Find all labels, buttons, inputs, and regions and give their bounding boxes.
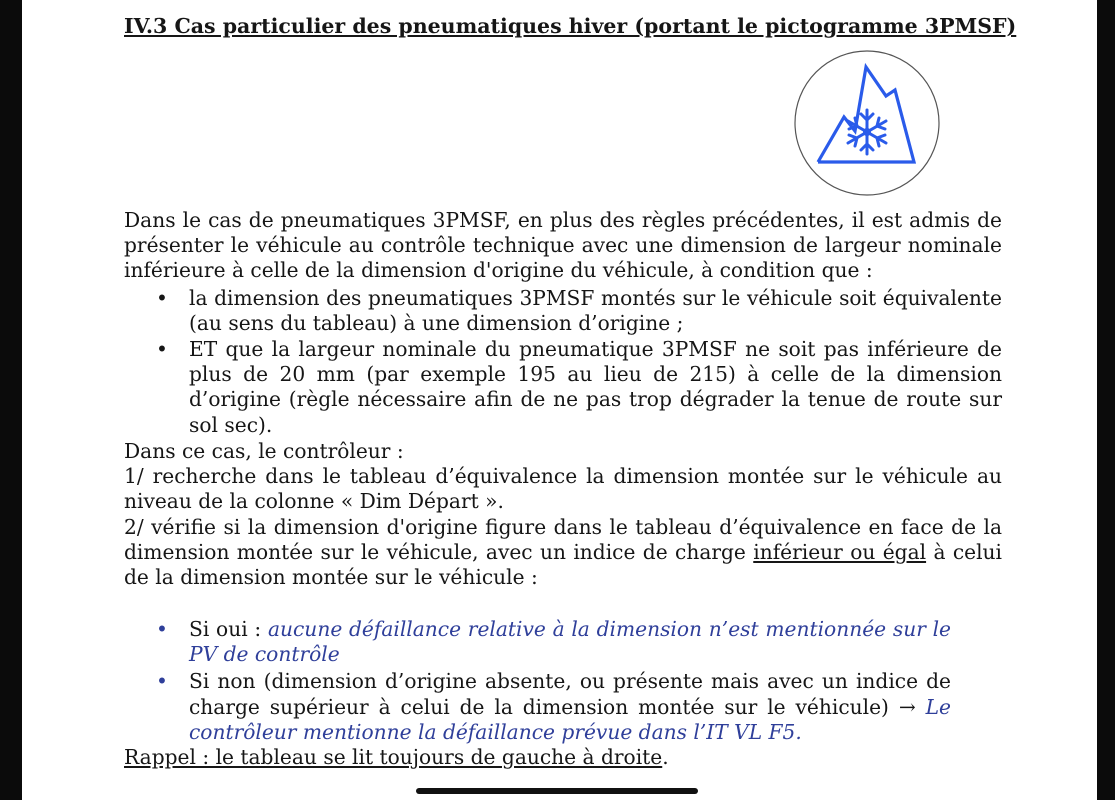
step-2 bbox=[124, 515, 1002, 591]
reminder-end: . bbox=[662, 745, 669, 769]
section-heading: IV.3 Cas particulier des pneumatiques hiver (portant le pictogramme 3PMSF) bbox=[124, 14, 1017, 38]
list-item bbox=[124, 669, 951, 745]
reminder bbox=[124, 745, 1002, 770]
mountain-snowflake-icon bbox=[794, 50, 940, 196]
no-result: Le contrôleur mentionne la défaillance prévue dans l’IT VL F5. bbox=[189, 694, 951, 744]
controller-intro: Dans ce cas, le contrôleur : bbox=[124, 439, 404, 463]
load-index-condition: inférieur ou égal bbox=[753, 539, 927, 564]
condition-text: ET que la largeur nominale du pneumatique 3PMSF ne soit pas inférieure de plus de 20 mm (par exemple 195 au lieu de 215) à celle de la dimension d’origine (règle nécessaire afin de ne pas trop dégrader la tenue de route sur sol sec). bbox=[189, 336, 1002, 437]
bullet: • bbox=[156, 286, 168, 310]
condition-text: la dimension des pneumatiques 3PMSF montés sur le véhicule soit équivalente (au sens du tableau) à une dimension d’origine ; bbox=[189, 286, 1002, 336]
controller-block bbox=[124, 439, 1002, 590]
bullet: • bbox=[156, 617, 168, 641]
bullet: • bbox=[156, 336, 168, 361]
outcomes-list bbox=[124, 617, 1002, 745]
list-item bbox=[124, 337, 1002, 438]
document-page bbox=[22, 0, 1097, 800]
arrow-icon: → bbox=[898, 694, 916, 719]
home-indicator[interactable] bbox=[416, 788, 698, 794]
bullet: • bbox=[156, 669, 168, 694]
step-2-end: à celui de la dimension montée sur le véhicule : bbox=[124, 539, 1003, 590]
list-item bbox=[124, 617, 951, 667]
list-item bbox=[124, 286, 1002, 336]
conditions-list bbox=[124, 286, 1002, 438]
step-2-text: 2/ vérifie si la dimension d'origine figure dans le tableau d’équivalence en face de la dimension montée sur le véhicule, avec un indice de charge bbox=[124, 514, 1002, 564]
yes-result: aucune défaillance relative à la dimension n’est mentionnée sur le PV de contrôle bbox=[189, 617, 952, 667]
no-label: Si non (dimension d’origine absente, ou présente mais avec un indice de charge supérieur à celui de la dimension montée sur le véhicule) bbox=[189, 669, 951, 719]
reminder-text: Rappel : le tableau se lit toujours de gauche à droite bbox=[124, 745, 663, 769]
step-1: 1/ recherche dans le tableau d’équivalence la dimension montée sur le véhicule au niveau de la colonne « Dim Départ ». bbox=[124, 464, 1002, 514]
yes-label: Si oui : bbox=[189, 617, 268, 641]
3pmsf-logo bbox=[794, 50, 940, 196]
intro-paragraph: Dans le cas de pneumatiques 3PMSF, en plus des règles précédentes, il est admis de présenter le véhicule au contrôle technique avec une dimension de largeur nominale inférieure à celle de la dimension d'origine du véhicule, à condition que : bbox=[124, 208, 1002, 283]
